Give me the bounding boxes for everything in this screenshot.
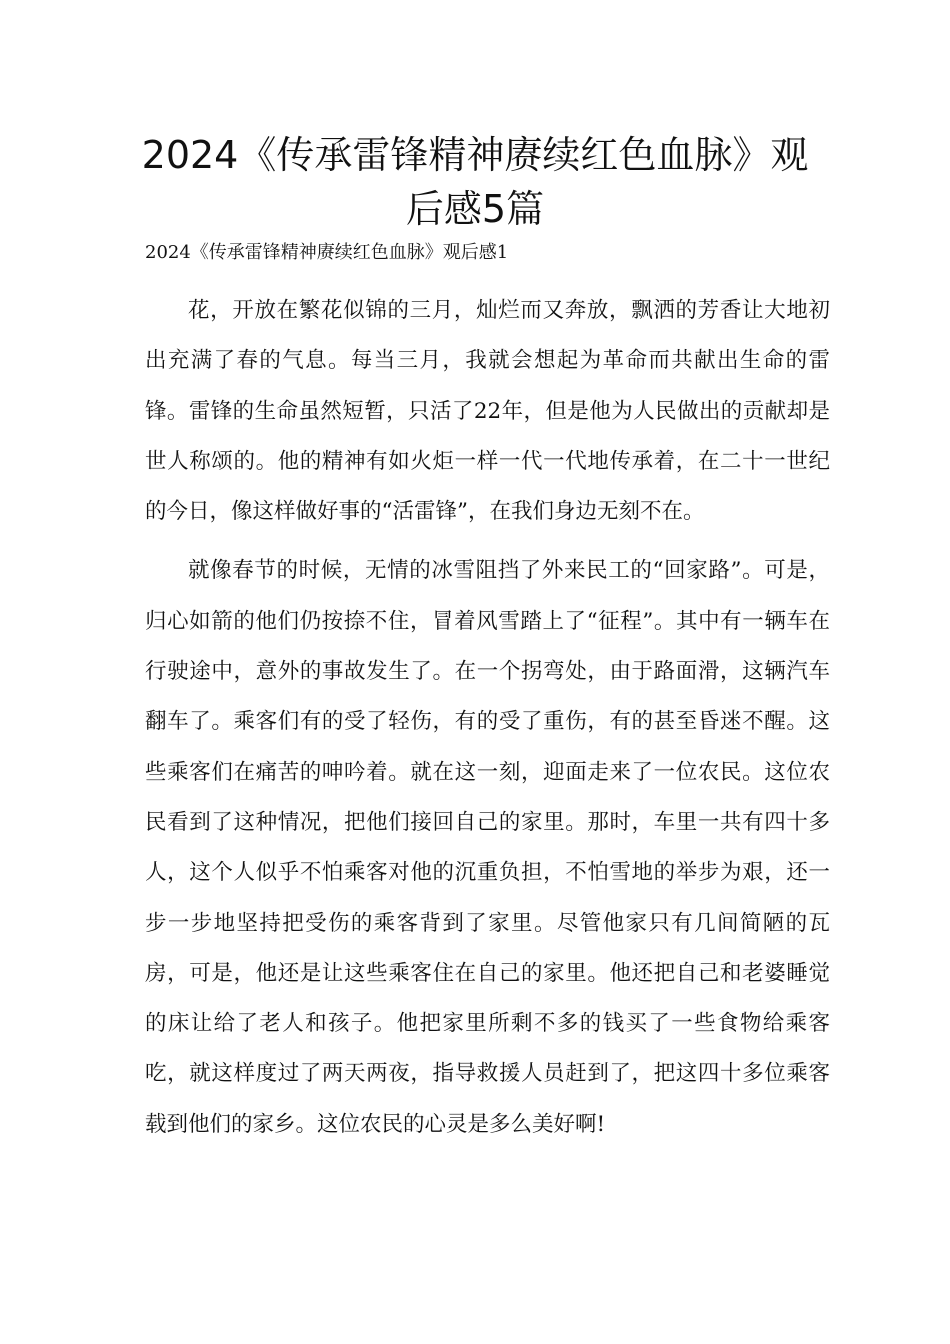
article-body xyxy=(145,286,830,1150)
paragraph-1: 花，开放在繁花似锦的三月，灿烂而又奔放，飘洒的芳香让大地初出充满了春的气息。每当三月，我就会想起为革命而共献出生命的雷锋。雷锋的生命虽然短暂，只活了22年，但是他为人民做出的贡献却是世人称颂的。他的精神有如火炬一样一代一代地传承着，在二十一世纪的今日，像这样做好事的“活雷锋”，在我们身边无刻不在。 xyxy=(145,298,830,525)
document-title xyxy=(100,128,850,236)
section-heading: 2024《传承雷锋精神赓续红色血脉》观后感1 xyxy=(145,242,509,263)
paragraph-2: 就像春节的时候，无情的冰雪阻挡了外来民工的“回家路”。可是，归心如箭的他们仍按捺不住，冒着风雪踏上了“征程”。其中有一辆车在行驶途中，意外的事故发生了。在一个拐弯处，由于路面滑，这辆汽车翻车了。乘客们有的受了轻伤，有的受了重伤，有的甚至昏迷不醒。这些乘客们在痛苦的呻吟着。就在这一刻，迎面走来了一位农民。这位农民看到了这种情况，把他们接回自己的家里。那时，车里一共有四十多人，这个人似乎不怕乘客对他的沉重负担，不怕雪地的举步为艰，还一步一步地坚持把受伤的乘客背到了家里。尽管他家只有几间简陋的瓦房，可是，他还是让这些乘客住在自己的家里。他还把自己和老婆睡觉的床让给了老人和孩子。他把家里所剩不多的钱买了一些食物给乘客吃，就这样度过了两天两夜，指导救援人员赶到了，把这四十多位乘客载到他们的家乡。这位农民的心灵是多么美好啊! xyxy=(145,558,830,1137)
title-line-1: 2024《传承雷锋精神赓续红色血脉》观 xyxy=(141,133,809,177)
title-line-2: 后感5篇 xyxy=(405,187,545,231)
